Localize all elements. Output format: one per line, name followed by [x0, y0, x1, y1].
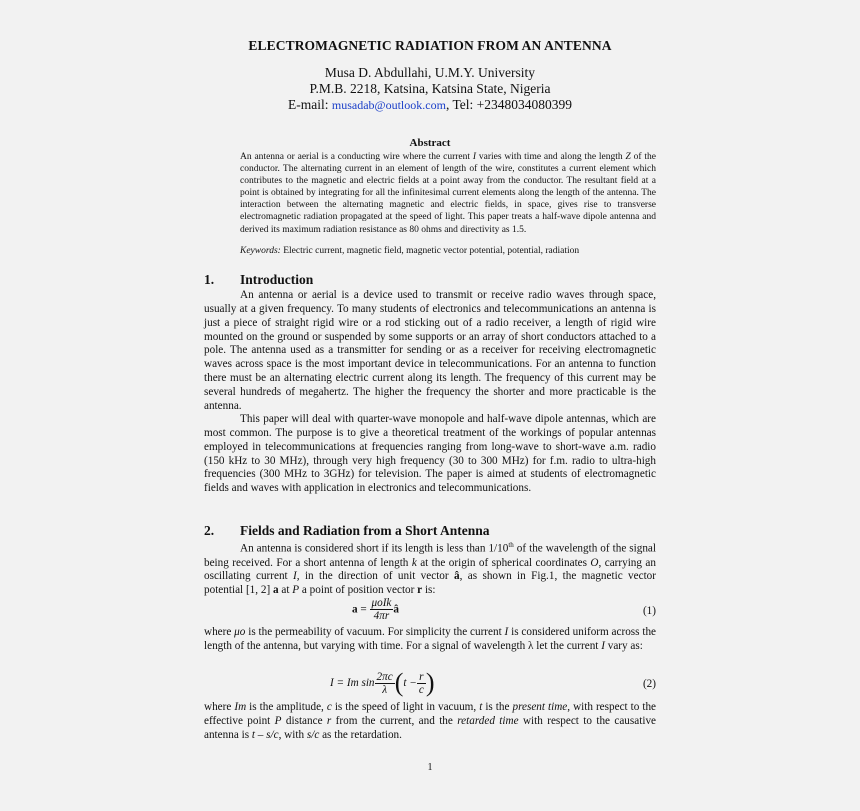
equation-2-expression: I = Im sin $\frac{2\pi c}{\lambda}$ (t − $\frac{r}{c}$ ): [330, 668, 435, 697]
section-1-heading: 1. Introduction: [204, 272, 314, 287]
author-block: [0, 65, 860, 113]
email-link[interactable]: musadab@outlook.com: [331, 98, 446, 112]
author-contact: E-mail: musadab@outlook.com, Tel: +2348034080399: [288, 97, 572, 112]
section-2-heading: 2. Fields and Radiation from a Short Antenna: [204, 523, 490, 538]
equation-2-number: (2): [642, 678, 656, 690]
section-1-paragraph-1: An antenna or aerial is a device used to transmit or receive radio waves through space, usually at a given frequency. To many students of electronics and telecommunications an antenna is just a piece of straight rigid wire or a rod sticking out of a radio receiver, a length of rigid wire mounted on the ground or suspended by some supports or an array of short conductors attached to a pole. The antenna used as a transmitter for sending or as a receiver for receiving electromagnetic waves across space is the most important device in telecommunications. For an antenna to function there must be an alternating electric current along its length. The frequency of this current may be several hundreds of megahertz. The higher the frequency the shorter and more practicable is the antenna.: [204, 289, 656, 412]
section-2-paragraph-2: where μo is the permeability of vacuum. For simplicity the current I is considered uniform across the length of the antenna, but varying with time. For a signal of wavelength λ let the current I vary as:: [204, 626, 657, 652]
abstract-text: An antenna or aerial is a conducting wire where the current I varies with time and along the length Z of the conductor. The alternating current in an element of length of the wire, constitutes a current element which contributes to the magnetic and electric fields at a point away from the conductor. The resultant field at a point is obtained by integrating for all the infinitesimal current elements along the length of the antenna. The interaction between the alternating magnetic and electric fields, in space, gives rise to transverse electromagnetic radiation propagated at the speed of light. This paper treats a half-wave dipole antenna and derived its maximum radiation resistance as 80 ohms and directivity as 1.5.: [240, 152, 657, 235]
equation-1-expression: a = $\frac{\text{μoIk}}{4\pi r}$ â: [352, 597, 399, 622]
equation-1-number: (1): [642, 605, 656, 617]
equation-1-fraction: $\frac{\text{μoIk}}{4\pi r}$: [371, 597, 392, 622]
author-name: Musa D. Abdullahi, U.M.Y. University: [324, 65, 536, 80]
paper-title: ELECTROMAGNETIC RADIATION FROM AN ANTENNA: [248, 38, 612, 53]
keywords: Keywords: Electric current, magnetic field, magnetic vector potential, potential, radiation: [240, 246, 580, 256]
section-1-paragraph-2: This paper will deal with quarter-wave monopole and half-wave dipole antennas, which are most common. The purpose is to give a theoretical treatment of the workings of popular antennas employed in telecommunications at frequencies ranging from long-wave to short-wave a.m. radio (150 kHz to 30 MHz), through very high frequency (30 to 300 MHz) for f.m. radio to ultra-high frequencies (300 MHz to 3GHz) for television. The paper is aimed at students of electromagnetic fields and waves with application in electronics and telecommunications.: [204, 413, 656, 495]
section-2-paragraph-3: where Im is the amplitude, c is the speed of light in vacuum, t is the present time, with respect to the effective point P distance r from the current, and the retarded time with respect to the causative antenna is t – s/c, with s/c as the retardation.: [204, 701, 657, 741]
equation-2: [204, 668, 656, 702]
section-2-paragraph-1: An antenna is considered short if its length is less than 1/10th of the wavelength of the signal being received. For a short antenna of length k at the origin of spherical coordinates O, carrying an oscillating current I, in the direction of unit vector â, as shown in Fig.1, the magnetic vector potential [1, 2] a at P a point of position vector r is:: [204, 541, 656, 597]
abstract-heading: Abstract: [409, 137, 451, 149]
author-address: P.M.B. 2218, Katsina, Katsina State, Nigeria: [309, 81, 551, 96]
page-number: 1: [427, 762, 433, 773]
equation-1: [204, 597, 656, 627]
